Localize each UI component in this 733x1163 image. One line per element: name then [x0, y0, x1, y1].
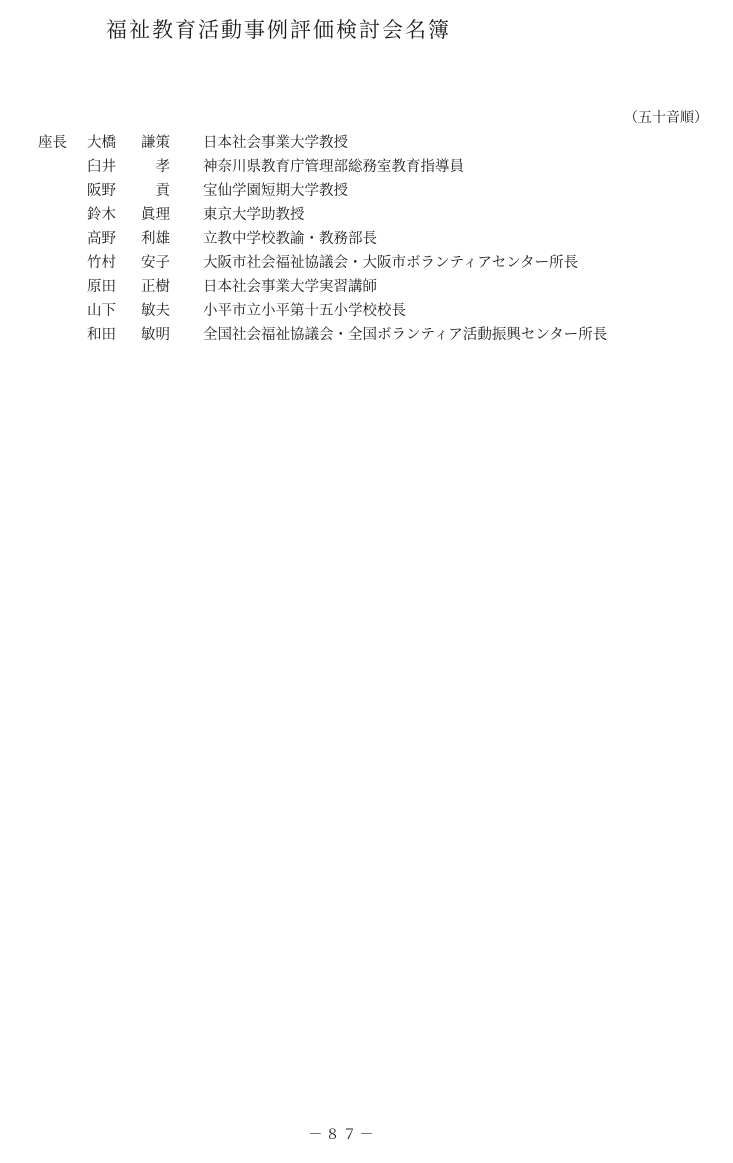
member-affiliation: 神奈川県教育庁管理部総務室教育指導員	[203, 159, 464, 175]
member-surname: 大橋	[87, 135, 116, 151]
member-given-name: 謙策	[141, 135, 170, 151]
member-surname: 高野	[87, 231, 116, 247]
member-surname: 竹村	[87, 255, 116, 271]
member-affiliation: 東京大学助教授	[203, 207, 305, 223]
member-row	[0, 275, 733, 299]
member-row	[0, 179, 733, 203]
member-surname: 和田	[87, 327, 116, 343]
member-affiliation: 日本社会事業大学実習講師	[203, 279, 377, 295]
member-given-name: 敏明	[141, 327, 170, 343]
member-roster	[0, 131, 733, 347]
member-row	[0, 131, 733, 155]
member-row	[0, 323, 733, 347]
page-number: －８７－	[308, 1127, 377, 1143]
member-given-name: 利雄	[141, 231, 170, 247]
member-given-name: 安子	[141, 255, 170, 271]
member-given-name: 敏夫	[141, 303, 170, 319]
member-affiliation: 小平市立小平第十五小学校校長	[203, 303, 406, 319]
member-surname: 臼井	[87, 159, 116, 175]
member-row	[0, 251, 733, 275]
member-given-name: 孝	[155, 159, 170, 175]
member-affiliation: 大阪市社会福祉協議会・大阪市ボランティアセンター所長	[203, 255, 579, 271]
document-title: 福祉教育活動事例評価検討会名簿	[106, 18, 451, 42]
member-given-name: 正樹	[141, 279, 170, 295]
member-affiliation: 全国社会福祉協議会・全国ボランティア活動振興センター所長	[203, 327, 608, 343]
member-row	[0, 227, 733, 251]
member-row	[0, 155, 733, 179]
member-surname: 山下	[87, 303, 116, 319]
member-role: 座長	[38, 135, 67, 151]
member-surname: 阪野	[87, 183, 116, 199]
member-row	[0, 203, 733, 227]
member-given-name: 貢	[155, 183, 170, 199]
member-row	[0, 299, 733, 323]
member-surname: 鈴木	[87, 207, 116, 223]
order-note: （五十音順）	[624, 110, 708, 126]
member-given-name: 眞理	[141, 207, 170, 223]
member-affiliation: 立教中学校教諭・教務部長	[203, 231, 377, 247]
member-affiliation: 日本社会事業大学教授	[203, 135, 348, 151]
member-affiliation: 宝仙学園短期大学教授	[203, 183, 348, 199]
member-surname: 原田	[87, 279, 116, 295]
